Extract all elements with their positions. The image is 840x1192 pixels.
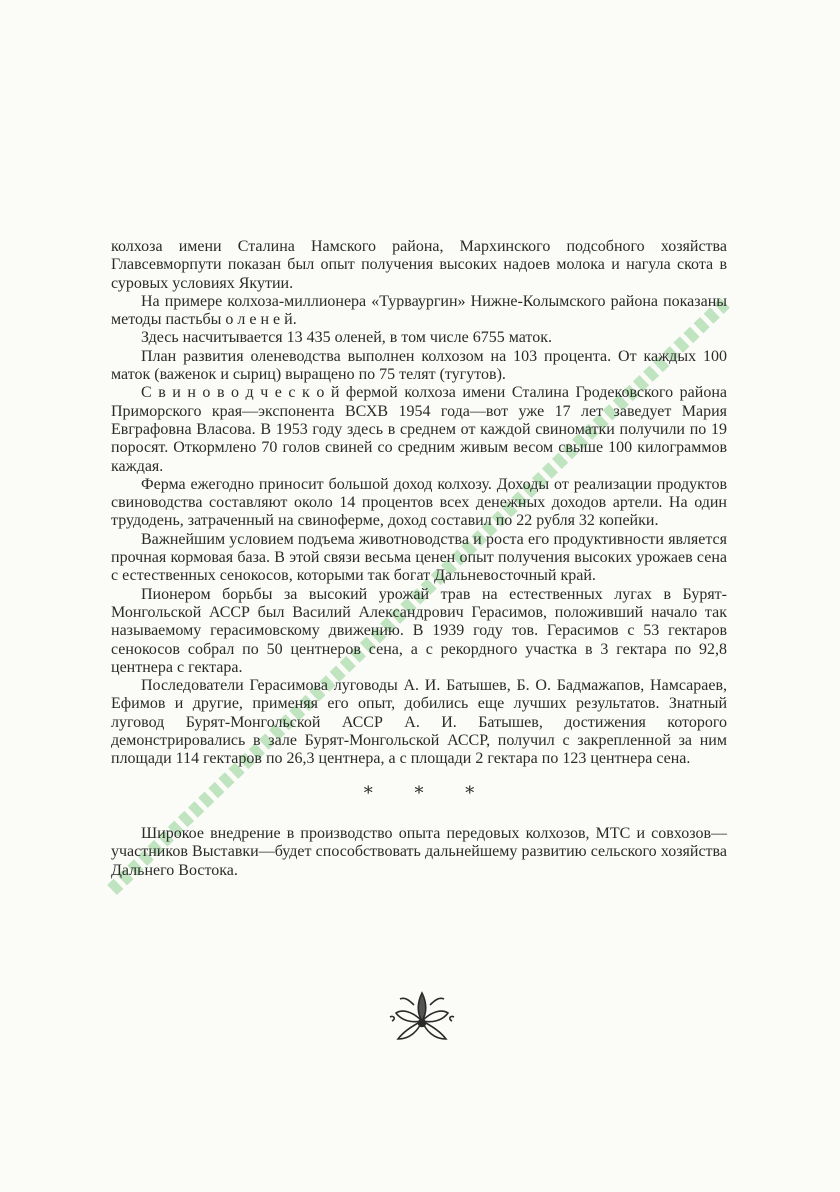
paragraph-7: Важнейшим условием подъема животноводства и роста его продуктивности является прочная кормовая база. В этой связи весьма ценен опыт получения высоких урожаев сена с естественных сенокосов, которыми так богат Дальневосточный край.	[111, 530, 727, 585]
paragraph-6: Ферма ежегодно приносит большой доход колхозу. Доходы от реализации продуктов свиноводства составляют около 14 процентов всех денежных доходов артели. На один трудодень, затраченный на свиноферме, доход составил по 22 рубля 32 копейки.	[111, 475, 727, 530]
page-body	[111, 238, 727, 880]
closing-paragraph: Широкое внедрение в производство опыта передовых колхозов, МТС и совхозов—участников Выставки—будет способствовать дальнейшему развитию сельского хозяйства Дальнего Востока.	[111, 824, 727, 879]
paragraph-1: колхоза имени Сталина Намского района, Мархинского подсобного хозяйства Главсевморпути показан был опыт получения высоких надоев молока и нагула скота в суровых условиях Якутии.	[111, 238, 727, 292]
paragraph-5: С в и н о в о д ч е с к о й фермой колхоза имени Сталина Гродековского района Приморского края—экспонента ВСХВ 1954 года—вот уже 17 лет заведует Мария Евграфовна Власова. В 1953 году здесь в среднем от каждой свиноматки получили по 19 поросят. Откормлено 70 голов свиней со средним живым весом свыше 100 килограммов каждая.	[111, 384, 727, 475]
paragraph-8: Пионером борьбы за высокий урожай трав на естественных лугах в Бурят-Монгольской АССР был Василий Александрович Герасимов, положивший начало так называемому герасимовскому движению. В 1939 году тов. Герасимов с 53 гектаров сенокосов собрал по 50 центнеров сена, а с рекордного участка в 3 гектара по 92,8 центнера с гектара.	[111, 585, 727, 676]
section-separator: * * *	[363, 782, 493, 804]
paragraph-4: План развития оленеводства выполнен колхозом на 103 процента. От каждых 100 маток (важенок и сыриц) выращено по 75 телят (тугутов).	[111, 347, 727, 384]
paragraph-2: На примере колхоза-миллионера «Турваургин» Нижне-Колымского района показаны методы пастьбы о л е н е й.	[111, 292, 727, 329]
floral-ornament-icon	[384, 985, 460, 1047]
paragraph-9: Последователи Герасимова луговоды А. И. Батышев, Б. О. Бадмажапов, Намсараев, Ефимов и другие, применяя его опыт, добились еще лучших результатов. Знатный луговод Бурят-Монгольской АССР А. И. Батышев, достижения которого демонстрировались в зале Бурят-Монгольской АССР, получил с закрепленной за ним площади 114 гектаров по 26,3 центнера, а с площади 2 гектара по 123 центнера сена.	[111, 677, 727, 768]
paragraph-3: Здесь насчитывается 13 435 оленей, в том числе 6755 маток.	[141, 329, 552, 347]
